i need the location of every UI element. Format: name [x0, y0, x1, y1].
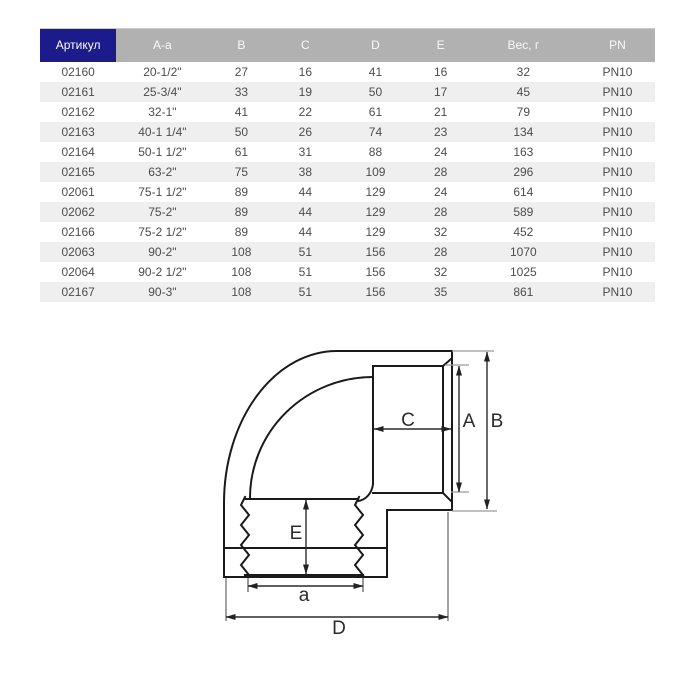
table-cell: 38	[298, 164, 313, 179]
spec-table-body	[40, 62, 655, 302]
table-cell: 02164	[61, 144, 95, 159]
header-cell-a-a: A-a	[116, 29, 208, 62]
table-cell: 41	[368, 64, 383, 79]
table-cell: 452	[513, 224, 534, 239]
spec-table-header	[40, 29, 655, 62]
table-cell: 63-2"	[148, 164, 177, 179]
dimension-label-a-upper: A	[462, 411, 476, 432]
extension-lines	[226, 351, 497, 621]
table-cell: PN10	[602, 244, 633, 259]
table-cell: PN10	[602, 264, 633, 279]
elbow-technical-drawing	[185, 338, 515, 650]
table-cell: 24	[433, 144, 448, 159]
table-cell: 32	[433, 264, 448, 279]
table-cell: 589	[513, 204, 534, 219]
table-cell: 90-3"	[148, 284, 177, 299]
table-cell: 31	[298, 144, 313, 159]
table-row	[40, 182, 655, 202]
table-cell: 108	[231, 284, 252, 299]
table-cell: 51	[298, 284, 313, 299]
table-cell: 129	[365, 204, 386, 219]
inner-fillet	[358, 484, 373, 501]
table-cell: PN10	[602, 84, 633, 99]
table-row	[40, 122, 655, 142]
header-cell-c: C	[274, 29, 336, 62]
table-cell: 45	[516, 84, 531, 99]
dimension-label-c: C	[401, 410, 415, 431]
dimension-label-e: E	[289, 523, 303, 544]
table-cell: PN10	[602, 144, 633, 159]
header-cell-d: D	[336, 29, 414, 62]
table-cell: 108	[231, 244, 252, 259]
table-cell: 109	[365, 164, 386, 179]
table-cell: PN10	[602, 124, 633, 139]
socket-chamfer-bottom	[443, 493, 451, 501]
table-cell: 75-2"	[148, 204, 177, 219]
header-cell-e: E	[415, 29, 467, 62]
table-cell: 1025	[509, 264, 537, 279]
table-cell: 24	[433, 184, 448, 199]
table-cell: 156	[365, 284, 386, 299]
elbow-outer-profile	[224, 351, 452, 577]
table-row	[40, 62, 655, 82]
table-cell: 40-1 1/4"	[138, 124, 187, 139]
header-cell-pn: PN	[580, 29, 655, 62]
table-row	[40, 282, 655, 302]
table-cell: 108	[231, 264, 252, 279]
table-cell: 129	[365, 224, 386, 239]
table-cell: 90-2"	[148, 244, 177, 259]
table-row	[40, 242, 655, 262]
table-cell: 28	[433, 244, 448, 259]
table-cell: 16	[433, 64, 448, 79]
spec-table	[40, 28, 655, 302]
table-cell: 20-1/2"	[143, 64, 182, 79]
header-cell-weight: Вес, г	[467, 29, 580, 62]
table-cell: 23	[433, 124, 448, 139]
table-cell: 61	[368, 104, 383, 119]
table-cell: 50-1 1/2"	[138, 144, 187, 159]
table-cell: PN10	[602, 204, 633, 219]
table-cell: 74	[368, 124, 383, 139]
thread-zigzag-right	[355, 497, 363, 577]
elbow-body-outline	[224, 351, 452, 577]
table-cell: 33	[234, 84, 249, 99]
table-cell: 51	[298, 264, 313, 279]
table-cell: 156	[365, 264, 386, 279]
table-cell: 89	[234, 204, 249, 219]
dimension-label-d: D	[332, 618, 346, 639]
table-cell: 61	[234, 144, 249, 159]
table-cell: 02062	[61, 204, 95, 219]
table-cell: 861	[513, 284, 534, 299]
table-row	[40, 162, 655, 182]
table-cell: 02063	[61, 244, 95, 259]
table-cell: 163	[513, 144, 534, 159]
elbow-inner-arc	[250, 377, 373, 498]
table-cell: 02162	[61, 104, 95, 119]
table-row	[40, 142, 655, 162]
table-cell: 26	[298, 124, 313, 139]
table-row	[40, 82, 655, 102]
table-cell: 02064	[61, 264, 95, 279]
table-cell: 25-3/4"	[143, 84, 182, 99]
table-cell: 44	[298, 224, 313, 239]
dimension-label-b: B	[490, 411, 504, 432]
table-cell: 44	[298, 204, 313, 219]
thread-zigzag-left	[241, 497, 249, 577]
table-cell: 19	[298, 84, 313, 99]
table-cell: 28	[433, 164, 448, 179]
table-cell: 16	[298, 64, 313, 79]
table-cell: 134	[513, 124, 534, 139]
table-cell: 44	[298, 184, 313, 199]
table-cell: 02165	[61, 164, 95, 179]
table-cell: PN10	[602, 164, 633, 179]
table-cell: 02166	[61, 224, 95, 239]
table-cell: 21	[433, 104, 448, 119]
header-cell-b: B	[209, 29, 275, 62]
dimension-label-a-lower: a	[298, 585, 310, 606]
table-cell: PN10	[602, 64, 633, 79]
table-cell: 1070	[509, 244, 537, 259]
table-cell: PN10	[602, 184, 633, 199]
table-cell: 28	[433, 204, 448, 219]
table-cell: 89	[234, 224, 249, 239]
table-cell: 17	[433, 84, 448, 99]
table-cell: 296	[513, 164, 534, 179]
table-cell: 88	[368, 144, 383, 159]
table-cell: 75-2 1/2"	[138, 224, 187, 239]
table-cell: 75	[234, 164, 249, 179]
table-cell: PN10	[602, 224, 633, 239]
table-cell: 02167	[61, 284, 95, 299]
table-cell: 614	[513, 184, 534, 199]
table-cell: 89	[234, 184, 249, 199]
table-cell: 79	[516, 104, 531, 119]
table-cell: 32	[433, 224, 448, 239]
table-cell: 02061	[61, 184, 95, 199]
table-cell: 51	[298, 244, 313, 259]
table-cell: PN10	[602, 104, 633, 119]
table-row	[40, 222, 655, 242]
table-cell: PN10	[602, 284, 633, 299]
table-cell: 41	[234, 104, 249, 119]
table-row	[40, 102, 655, 122]
table-row	[40, 262, 655, 282]
table-cell: 50	[368, 84, 383, 99]
table-cell: 22	[298, 104, 313, 119]
table-cell: 50	[234, 124, 249, 139]
table-cell: 27	[234, 64, 249, 79]
header-cell-article: Артикул	[40, 29, 116, 62]
table-cell: 90-2 1/2"	[138, 264, 187, 279]
table-cell: 32	[516, 64, 531, 79]
table-cell: 156	[365, 244, 386, 259]
table-cell: 35	[433, 284, 448, 299]
table-cell: 02160	[61, 64, 95, 79]
table-cell: 75-1 1/2"	[138, 184, 187, 199]
table-row	[40, 202, 655, 222]
table-cell: 129	[365, 184, 386, 199]
table-cell: 02161	[61, 84, 95, 99]
table-cell: 32-1"	[148, 104, 177, 119]
table-cell: 02163	[61, 124, 95, 139]
